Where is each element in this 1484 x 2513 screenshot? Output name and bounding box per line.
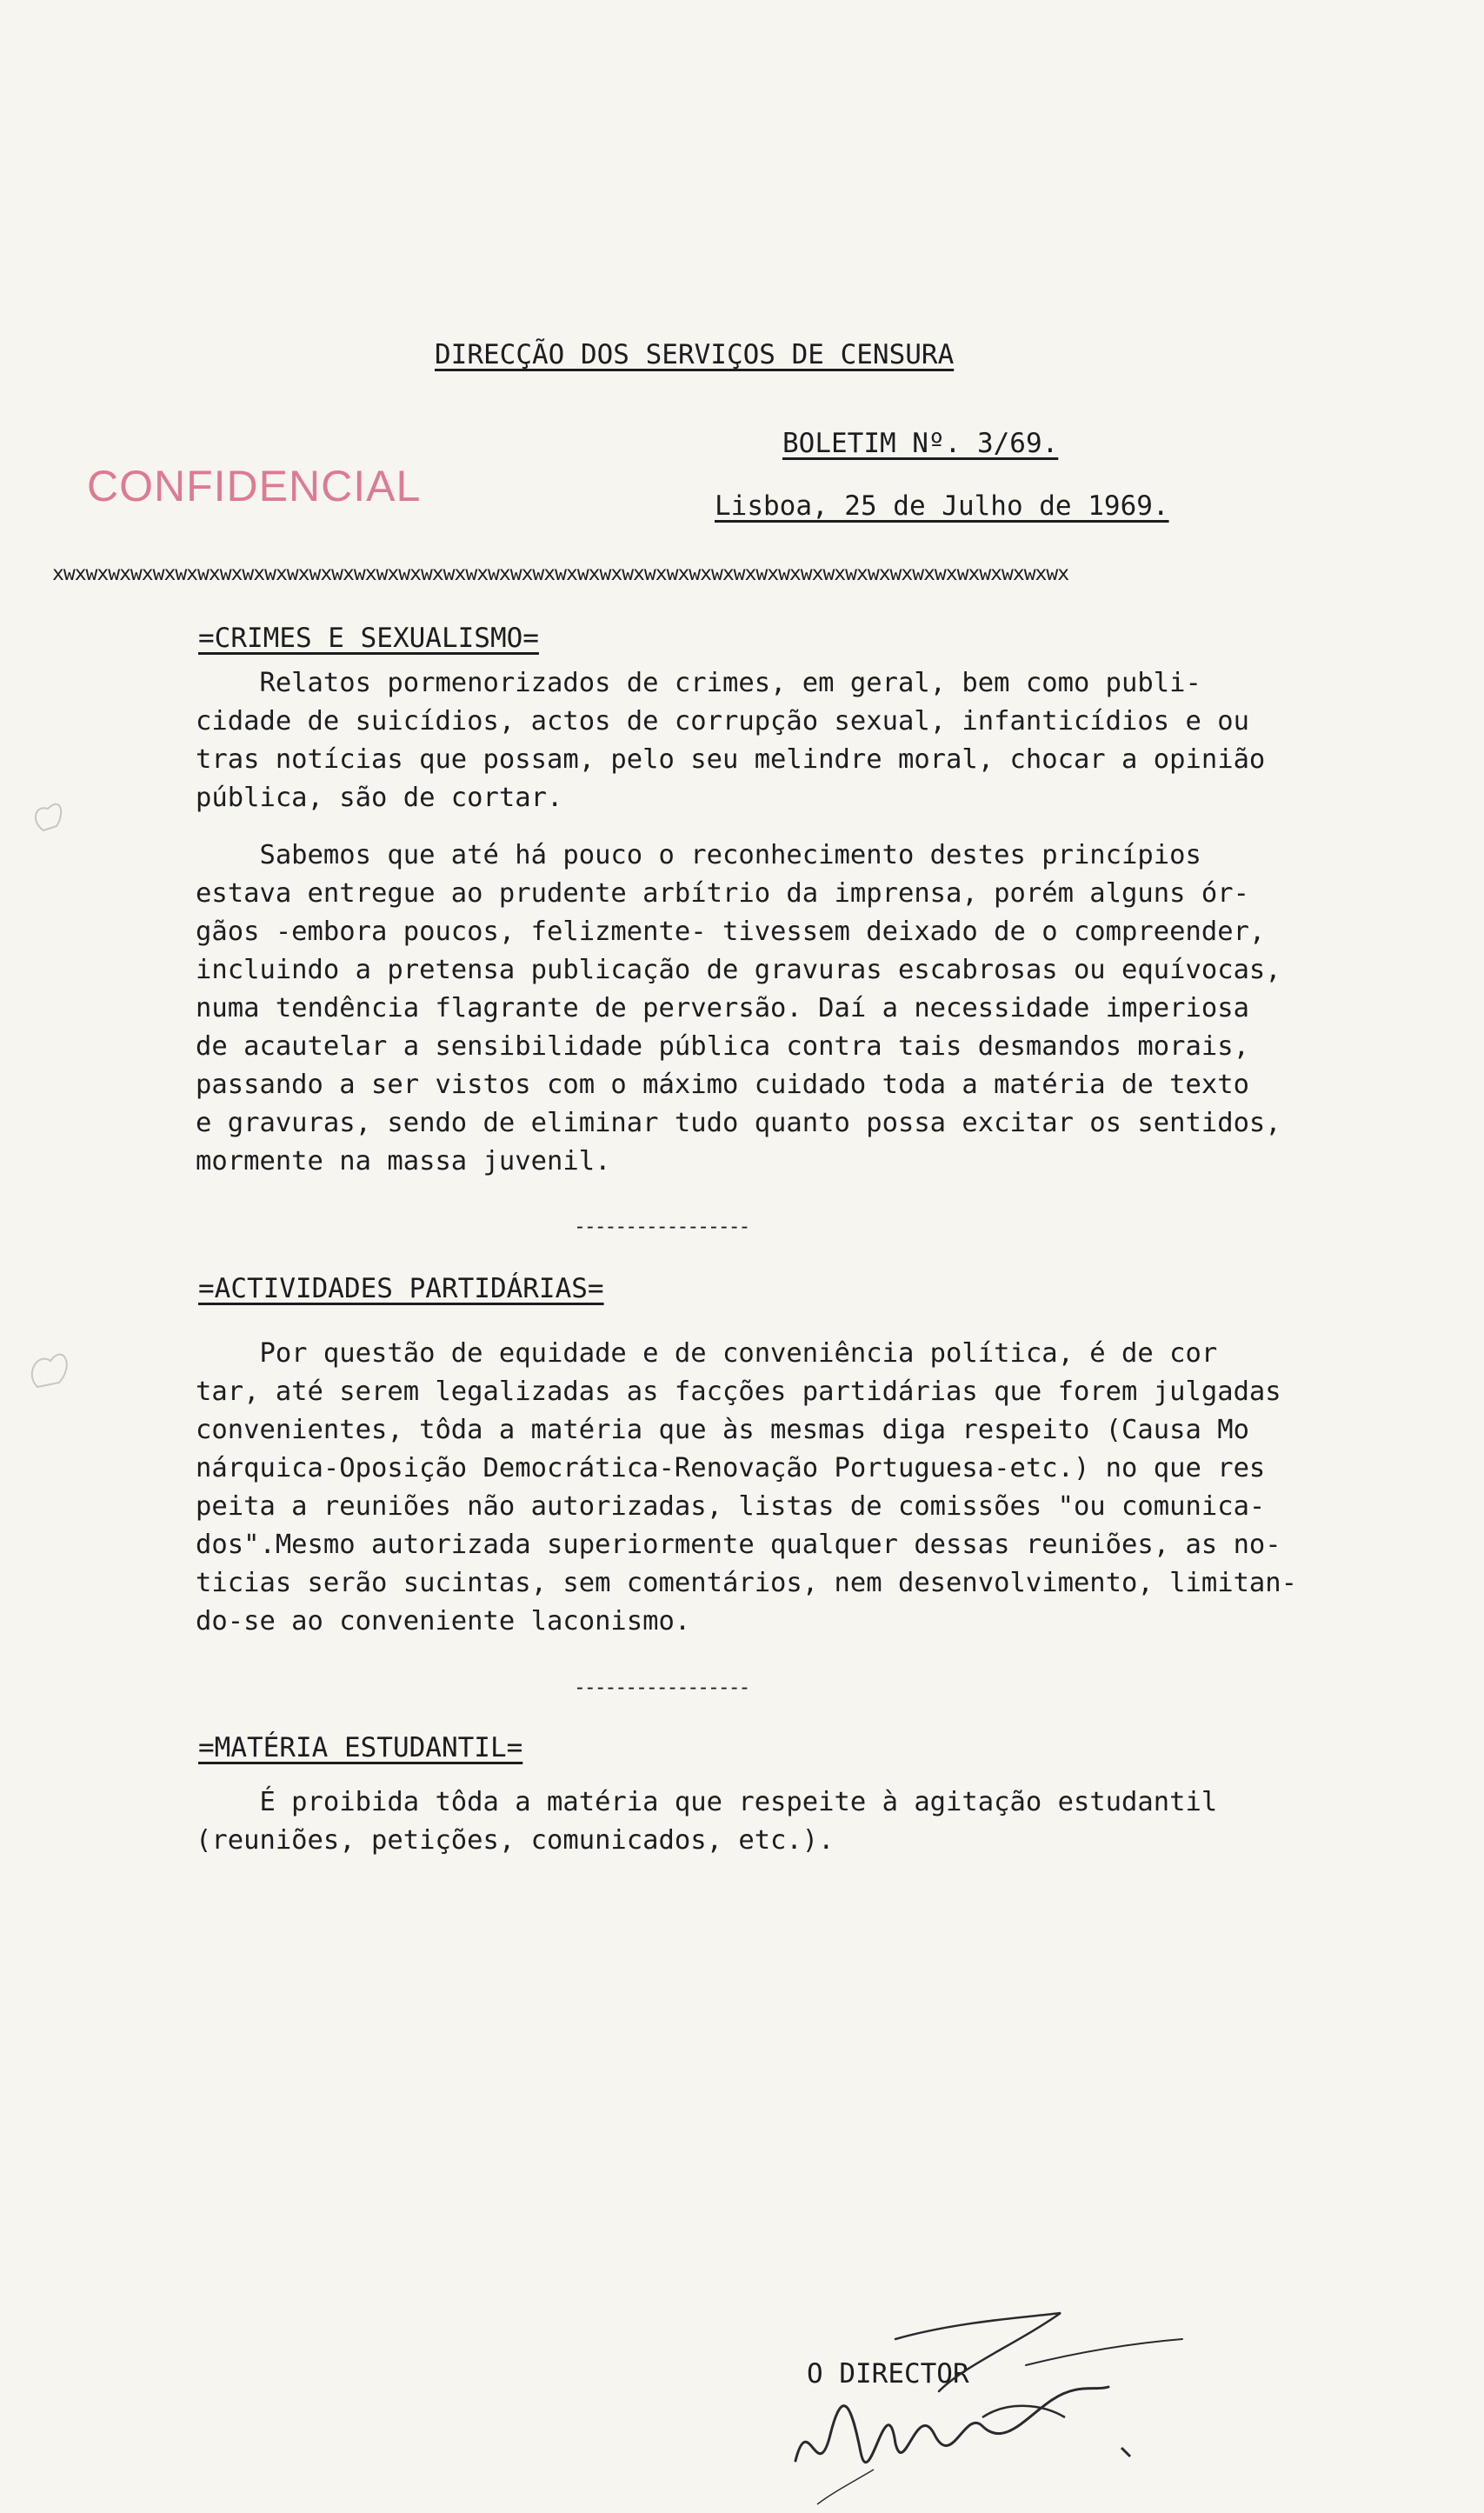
text-line: Sabemos que até há pouco o reconhecimento destes princípios [196, 840, 1201, 870]
paper-smudge [24, 1339, 77, 1400]
section-heading-actividades: =ACTIVIDADES PARTIDÁRIAS= [198, 1273, 604, 1304]
text-line: É proibida tôda a matéria que respeite à agitação estudantil [196, 1787, 1218, 1817]
paragraph-actividades [196, 1335, 1413, 1641]
text-line: Por questão de equidade e de conveniência política, é de cor [196, 1338, 1218, 1369]
text-line: incluindo a pretensa publicação de gravuras escabrosas ou equívocas, [196, 955, 1281, 985]
confidential-stamp: CONFIDENCIAL [87, 462, 422, 510]
text-line: nárquica-Oposição Democrática-Renovação Portuguesa-etc.) no que res [196, 1453, 1266, 1483]
dashed-rule: ----------------- [574, 1676, 749, 1699]
dateline: Lisboa, 25 de Julho de 1969. [715, 490, 1169, 522]
paragraph-crimes-1 [196, 664, 1413, 817]
text-line: peita a reuniões não autorizadas, listas de comissões "ou comunica- [196, 1491, 1266, 1522]
text-line: cidade de suicídios, actos de corrupção sexual, infanticídios e ou [196, 706, 1249, 737]
director-label: O DIRECTOR [807, 2358, 969, 2390]
signature-scribble [765, 2304, 1217, 2513]
text-line: Relatos pormenorizados de crimes, em geral, bem como publi- [196, 668, 1201, 698]
text-line: pública, são de cortar. [196, 783, 563, 813]
dashed-rule: ----------------- [574, 1216, 749, 1238]
text-line: mormente na massa juvenil. [196, 1146, 611, 1177]
paragraph-estudantil [196, 1783, 1413, 1860]
text-line: passando a ser vistos com o máximo cuidado toda a matéria de texto [196, 1070, 1249, 1100]
text-line: gãos -embora poucos, felizmente- tivessem deixado de o compreender, [196, 917, 1266, 947]
text-line: e gravuras, sendo de eliminar tudo quanto possa excitar os sentidos, [196, 1108, 1281, 1138]
text-line: do-se ao conveniente laconismo. [196, 1606, 691, 1636]
paper-smudge [26, 787, 70, 839]
text-line: numa tendência flagrante de perversão. Daí a necessidade imperiosa [196, 993, 1249, 1023]
text-line: dos".Mesmo autorizada superiormente qualquer dessas reuniões, as no- [196, 1530, 1281, 1560]
document-title: DIRECÇÃO DOS SERVIÇOS DE CENSURA [435, 339, 955, 370]
text-line: tras notícias que possam, pelo seu melindre moral, chocar a opinião [196, 744, 1266, 775]
section-heading-estudantil: =MATÉRIA ESTUDANTIL= [198, 1732, 523, 1763]
typed-separator: xwxwxwxwxwxwxwxwxwxwxwxwxwxwxwxwxwxwxwxwxwxwxwxwxwxwxwxwxwxwxwxwxwxwxwxwxwxwxwxwxwxwxwxwxwx [52, 563, 1069, 585]
text-line: tar, até serem legalizadas as facções partidárias que forem julgadas [196, 1376, 1281, 1407]
text-line: estava entregue ao prudente arbítrio da imprensa, porém alguns ór- [196, 878, 1249, 909]
text-line: (reuniões, petições, comunicados, etc.). [196, 1825, 835, 1856]
section-heading-crimes: =CRIMES E SEXUALISMO= [198, 623, 539, 654]
text-line: convenientes, tôda a matéria que às mesmas diga respeito (Causa Mo [196, 1415, 1249, 1445]
text-line: ticias serão sucintas, sem comentários, nem desenvolvimento, limitan- [196, 1568, 1298, 1598]
paragraph-crimes-2 [196, 837, 1413, 1181]
text-line: de acautelar a sensibilidade pública contra tais desmandos morais, [196, 1031, 1249, 1062]
bulletin-number: BOLETIM Nº. 3/69. [782, 428, 1059, 459]
